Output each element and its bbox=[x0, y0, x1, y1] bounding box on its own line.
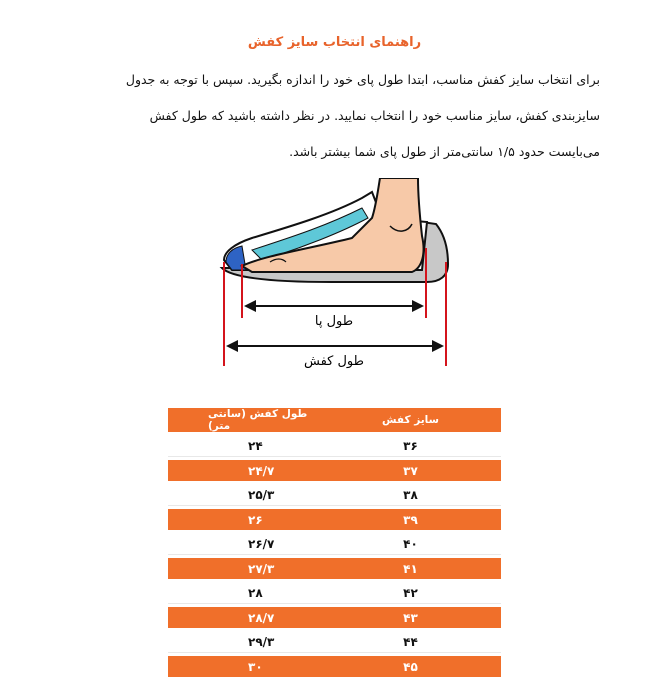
table-row bbox=[168, 509, 501, 530]
length-cell: ۲۸/۷ bbox=[168, 607, 320, 628]
length-cell: ۲۶ bbox=[168, 509, 320, 530]
arrow-head-left bbox=[244, 300, 256, 312]
table-row bbox=[168, 656, 501, 677]
length-cell: ۲۷/۳ bbox=[168, 558, 320, 579]
length-cell: ۲۹/۳ bbox=[168, 631, 320, 653]
size-cell: ۳۶ bbox=[320, 435, 501, 457]
table-row bbox=[168, 631, 501, 653]
shoe-measurement-illustration bbox=[212, 178, 460, 373]
table-row bbox=[168, 558, 501, 579]
size-cell: ۴۰ bbox=[320, 533, 501, 555]
arrow-head-left bbox=[226, 340, 238, 352]
size-table bbox=[168, 405, 501, 680]
size-cell: ۳۸ bbox=[320, 484, 501, 506]
paragraph-line: برای انتخاب سایز کفش مناسب، ابتدا طول پای خود را اندازه بگیرید. سپس با توجه به جدول bbox=[125, 72, 600, 87]
shoe-length-label: طول کفش bbox=[304, 354, 364, 369]
length-cell: ۲۴ bbox=[168, 435, 320, 457]
size-cell: ۴۳ bbox=[320, 607, 501, 628]
length-cell: ۲۴/۷ bbox=[168, 460, 320, 481]
guide-title: راهنمای انتخاب سایز کفش bbox=[247, 35, 422, 50]
paragraph-line: می‌بایست حدود ۱/۵ سانتی‌متر از طول پای شما بیشتر باشد. bbox=[289, 144, 600, 159]
header-size: سایز کفش bbox=[320, 408, 501, 432]
size-cell: ۴۴ bbox=[320, 631, 501, 653]
length-cell: ۲۵/۳ bbox=[168, 484, 320, 506]
guide-paragraph bbox=[70, 62, 600, 170]
size-cell: ۴۱ bbox=[320, 558, 501, 579]
table-row bbox=[168, 533, 501, 555]
table-row bbox=[168, 460, 501, 481]
size-cell: ۳۹ bbox=[320, 509, 501, 530]
table-header-row bbox=[168, 408, 501, 432]
size-cell: ۴۵ bbox=[320, 656, 501, 677]
arrow-head-right bbox=[412, 300, 424, 312]
table-row bbox=[168, 607, 501, 628]
table-row bbox=[168, 484, 501, 506]
size-cell: ۳۷ bbox=[320, 460, 501, 481]
length-cell: ۳۰ bbox=[168, 656, 320, 677]
foot-length-label: طول پا bbox=[314, 314, 354, 329]
arrow-head-right bbox=[432, 340, 444, 352]
table-row bbox=[168, 435, 501, 457]
table-row bbox=[168, 582, 501, 604]
paragraph-line: سایزبندی کفش، سایز مناسب خود را انتخاب نمایید. در نظر داشته باشید که طول کفش bbox=[149, 108, 600, 123]
length-cell: ۲۶/۷ bbox=[168, 533, 320, 555]
header-length: طول کفش (سانتی متر) bbox=[168, 408, 320, 432]
length-cell: ۲۸ bbox=[168, 582, 320, 604]
size-cell: ۴۲ bbox=[320, 582, 501, 604]
